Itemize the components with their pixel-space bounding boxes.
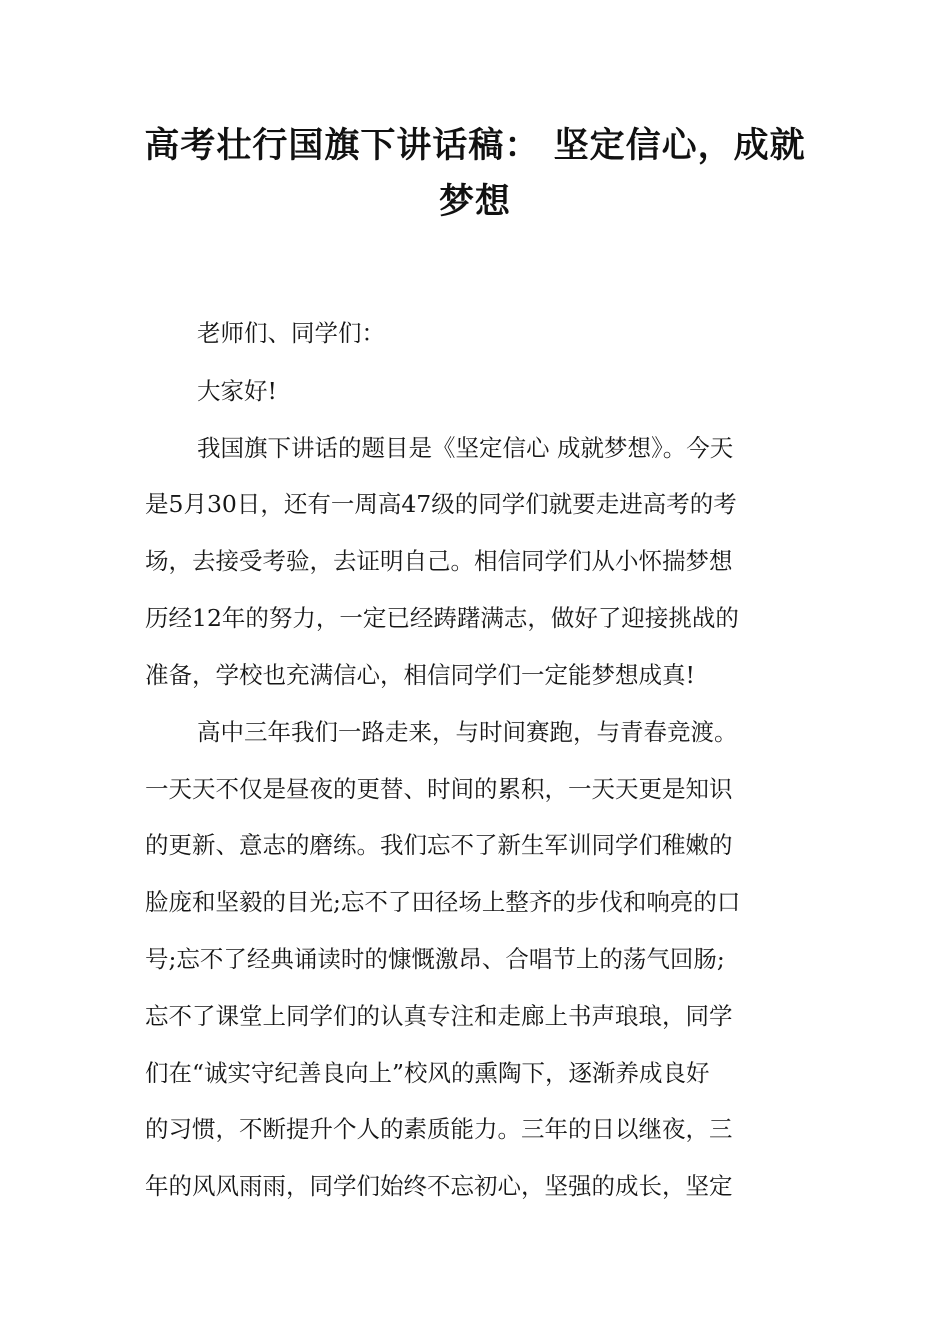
paragraph-1-line-4: 历经12年的努力，一定已经踌躇满志，做好了迎接挑战的 (145, 604, 739, 632)
document-title (140, 118, 810, 230)
paragraph-2-line-8: 的习惯，不断提升个人的素质能力。三年的日以继夜，三 (145, 1115, 733, 1143)
paragraph-1-line-1: 我国旗下讲话的题目是《坚定信心 成就梦想》。今天 (197, 434, 734, 462)
greeting-line: 大家好! (197, 377, 277, 405)
salutation-line: 老师们、同学们： (197, 319, 385, 347)
paragraph-2-line-5: 号;忘不了经典诵读时的慷慨激昂、合唱节上的荡气回肠; (145, 945, 725, 973)
paragraph-2-line-1: 高中三年我们一路走来，与时间赛跑，与青春竞渡。 (197, 718, 738, 746)
paragraph-2-line-3: 的更新、意志的磨练。我们忘不了新生军训同学们稚嫩的 (145, 831, 733, 859)
paragraph-2-line-2: 一天天不仅是昼夜的更替、时间的累积，一天天更是知识 (145, 775, 733, 803)
paragraph-1-line-3: 场，去接受考验，去证明自己。相信同学们从小怀揣梦想 (145, 547, 733, 575)
paragraph-1-line-5: 准备，学校也充满信心，相信同学们一定能梦想成真! (145, 661, 695, 689)
paragraph-2-line-7: 们在“诚实守纪善良向上”校风的熏陶下，逐渐养成良好 (145, 1059, 710, 1087)
paragraph-1-line-2: 是5月30日，还有一周高47级的同学们就要走进高考的考 (145, 490, 737, 518)
paragraph-2-line-9: 年的风风雨雨，同学们始终不忘初心，坚强的成长，坚定 (145, 1172, 733, 1200)
title-line-1: 高考壮行国旗下讲话稿： 坚定信心，成就 (144, 126, 806, 166)
paragraph-2-line-6: 忘不了课堂上同学们的认真专注和走廊上书声琅琅，同学 (145, 1002, 733, 1030)
paragraph-2-line-4: 脸庞和坚毅的目光;忘不了田径场上整齐的步伐和响亮的口 (145, 888, 741, 916)
title-line-2: 梦想 (438, 182, 511, 222)
